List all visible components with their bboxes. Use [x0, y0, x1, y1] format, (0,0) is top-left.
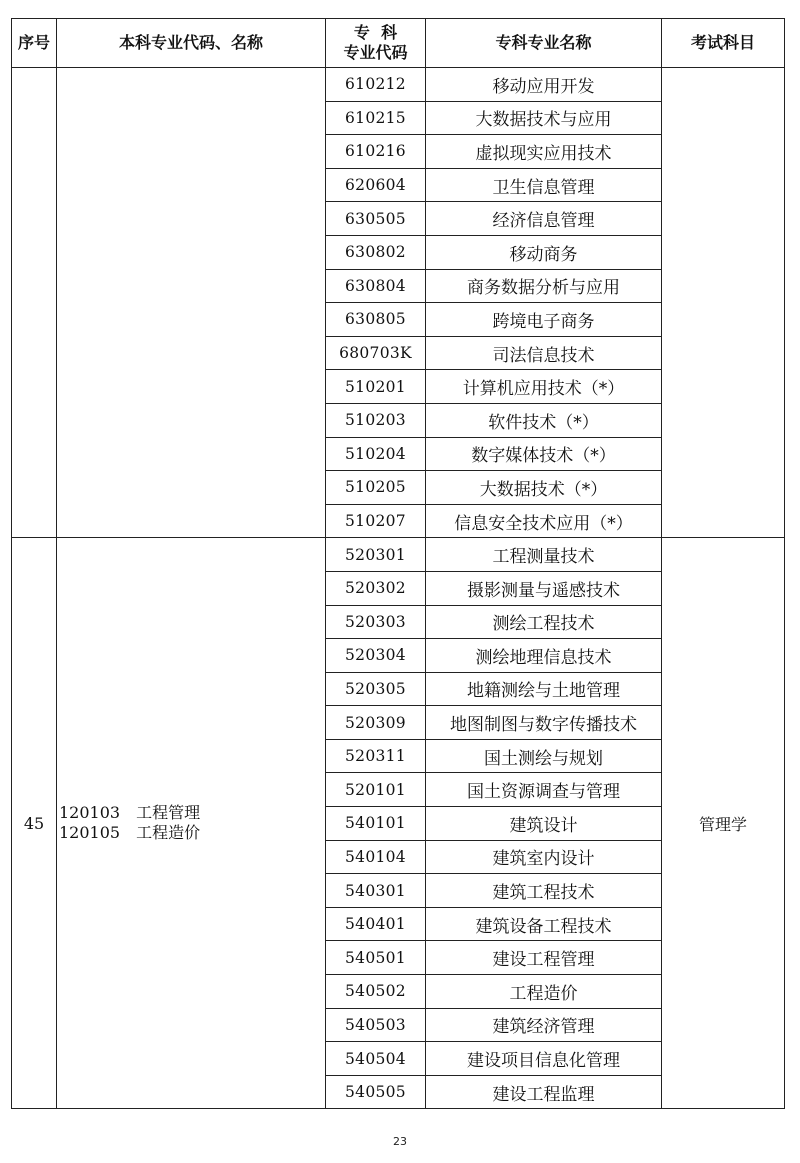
- table-row: [12, 538, 785, 572]
- major-code: 520303: [326, 605, 426, 639]
- major-code: 540503: [326, 1008, 426, 1042]
- major-code: 520311: [326, 739, 426, 773]
- header-index: 序号: [12, 19, 57, 68]
- major-code: 540502: [326, 975, 426, 1009]
- major-name: 建筑设计: [426, 807, 662, 841]
- major-code: 520302: [326, 571, 426, 605]
- major-table: [11, 18, 785, 1109]
- major-name: 国土资源调查与管理: [426, 773, 662, 807]
- major-name: 跨境电子商务: [426, 303, 662, 337]
- header-row: [12, 19, 785, 68]
- major-name: 建筑经济管理: [426, 1008, 662, 1042]
- major-name: 国土测绘与规划: [426, 739, 662, 773]
- major-name: 计算机应用技术（*）: [426, 370, 662, 404]
- major-name: 商务数据分析与应用: [426, 269, 662, 303]
- page-number: 23: [393, 1135, 407, 1148]
- exam-subject: 管理学: [662, 538, 785, 1109]
- table-body: [12, 68, 785, 1109]
- undergrad-name: 工程管理: [136, 803, 201, 823]
- major-name: 建设工程管理: [426, 941, 662, 975]
- table-row: [12, 68, 785, 102]
- undergrad-major: [57, 823, 325, 843]
- major-name: 移动商务: [426, 235, 662, 269]
- major-name: 地图制图与数字传播技术: [426, 706, 662, 740]
- header-name: 专科专业名称: [426, 19, 662, 68]
- exam-subject: [662, 68, 785, 538]
- major-code: 540301: [326, 874, 426, 908]
- major-name: 地籍测绘与土地管理: [426, 672, 662, 706]
- major-name: 卫生信息管理: [426, 168, 662, 202]
- major-code: 620604: [326, 168, 426, 202]
- undergrad-name: 工程造价: [136, 823, 201, 843]
- major-name: 建设工程监理: [426, 1075, 662, 1109]
- major-name: 工程测量技术: [426, 538, 662, 572]
- major-name: 建筑设备工程技术: [426, 907, 662, 941]
- major-code: 520305: [326, 672, 426, 706]
- header-code-line1: 专 科: [353, 23, 398, 42]
- major-name: 大数据技术（*）: [426, 471, 662, 505]
- header-code: [326, 19, 426, 68]
- major-code: 510203: [326, 403, 426, 437]
- undergrad-code: 120105: [59, 823, 121, 843]
- header-exam: 考试科目: [662, 19, 785, 68]
- major-name: 软件技术（*）: [426, 403, 662, 437]
- major-code: 630805: [326, 303, 426, 337]
- major-code: 510207: [326, 504, 426, 538]
- major-code: 540104: [326, 840, 426, 874]
- major-code: 540504: [326, 1042, 426, 1076]
- major-name: 数字媒体技术（*）: [426, 437, 662, 471]
- major-name: 虚拟现实应用技术: [426, 135, 662, 169]
- major-name: 摄影测量与遥感技术: [426, 571, 662, 605]
- major-code: 520309: [326, 706, 426, 740]
- major-name: 信息安全技术应用（*）: [426, 504, 662, 538]
- major-name: 司法信息技术: [426, 336, 662, 370]
- major-code: 610212: [326, 68, 426, 102]
- major-code: 520101: [326, 773, 426, 807]
- major-code: 630802: [326, 235, 426, 269]
- major-code: 540505: [326, 1075, 426, 1109]
- major-name: 大数据技术与应用: [426, 101, 662, 135]
- major-code: 510201: [326, 370, 426, 404]
- major-code: 520301: [326, 538, 426, 572]
- major-code: 630505: [326, 202, 426, 236]
- major-code: 540101: [326, 807, 426, 841]
- header-undergrad: 本科专业代码、名称: [57, 19, 326, 68]
- undergrad-major: [57, 803, 325, 823]
- major-name: 建设项目信息化管理: [426, 1042, 662, 1076]
- major-name: 工程造价: [426, 975, 662, 1009]
- major-name: 建筑工程技术: [426, 874, 662, 908]
- group-undergrad: [57, 68, 326, 538]
- major-name: 经济信息管理: [426, 202, 662, 236]
- major-code: 510204: [326, 437, 426, 471]
- major-code: 540501: [326, 941, 426, 975]
- group-index: [12, 68, 57, 538]
- major-name: 测绘工程技术: [426, 605, 662, 639]
- major-name: 建筑室内设计: [426, 840, 662, 874]
- group-index: 45: [12, 538, 57, 1109]
- header-code-line2: 专业代码: [343, 43, 408, 62]
- major-code: 610215: [326, 101, 426, 135]
- group-undergrad: [57, 538, 326, 1109]
- undergrad-code: 120103: [59, 803, 121, 823]
- major-code: 680703K: [326, 336, 426, 370]
- major-code: 520304: [326, 639, 426, 673]
- major-name: 测绘地理信息技术: [426, 639, 662, 673]
- major-code: 540401: [326, 907, 426, 941]
- major-code: 610216: [326, 135, 426, 169]
- major-code: 510205: [326, 471, 426, 505]
- major-name: 移动应用开发: [426, 68, 662, 102]
- major-code: 630804: [326, 269, 426, 303]
